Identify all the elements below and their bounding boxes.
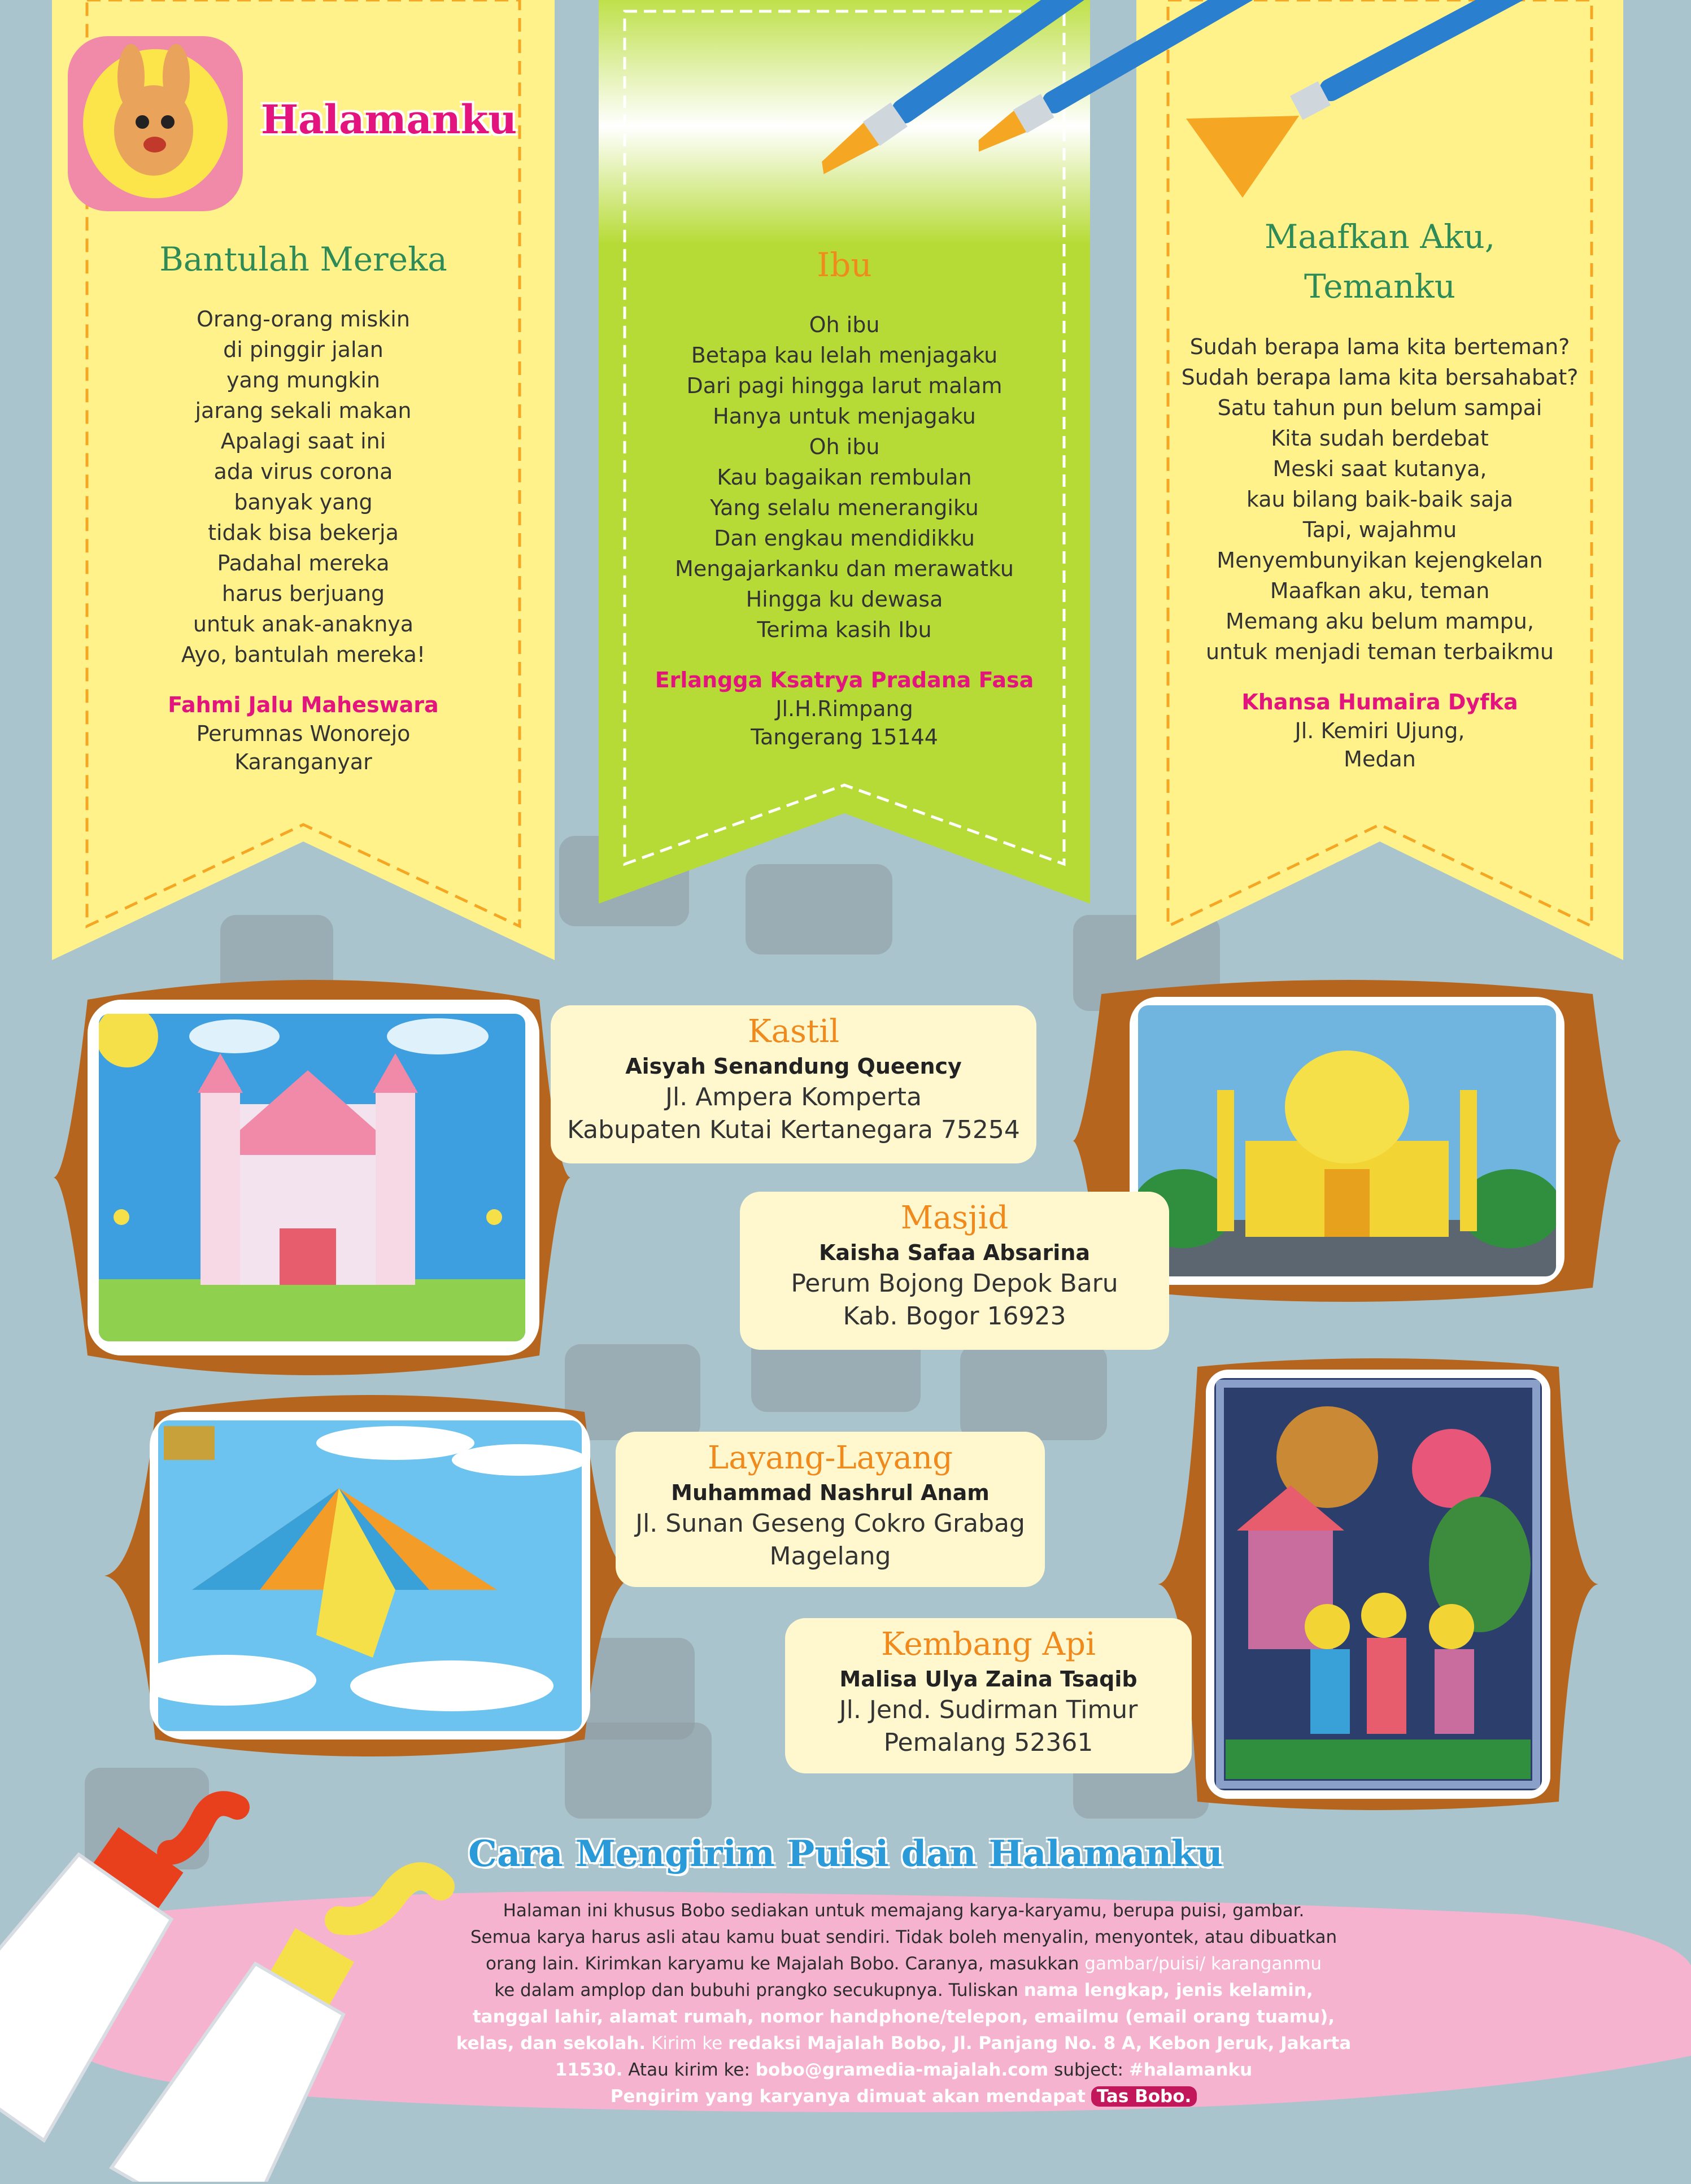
poem-line: di pinggir jalan [223, 337, 383, 363]
drawing-address-line: Pemalang 52361 [883, 1728, 1093, 1757]
info-line: orang lain. Kirimkan karyamu ke Majalah Bobo. Caranya, masukkan [486, 1954, 1079, 1974]
drawing-layang-layang [158, 1420, 582, 1731]
drawing-artist: Aisyah Senandung Queency [625, 1054, 962, 1079]
poem-line: kau bilang baik-baik saja [1246, 486, 1514, 512]
info-line: Kirim ke [651, 2033, 723, 2054]
poem-line: Menyembunyikan kejengkelan [1217, 547, 1543, 573]
poem-line: Oh ibu [809, 434, 880, 460]
drawing-artist: Muhammad Nashrul Anam [671, 1480, 990, 1505]
info-line: ke dalam amplop dan bubuhi prangko secukupnya. Tuliskan [494, 1980, 1018, 2000]
poem-line: Padahal mereka [217, 551, 390, 576]
drawing-address-line: Magelang [769, 1542, 891, 1571]
poem-line: ada virus corona [213, 459, 393, 485]
info-line: Pengirim yang karyanya dimuat akan mendapat [610, 2086, 1086, 2107]
poem-line: Orang-orang miskin [197, 307, 410, 332]
poem-author: Fahmi Jalu Maheswara [168, 692, 439, 718]
poem-body [599, 309, 1090, 645]
poem-line: Hingga ku dewasa [746, 587, 943, 612]
drawing-title: Kembang Api [881, 1626, 1096, 1663]
info-highlight: redaksi Majalah Bobo, Jl. Panjang No. 8 A, Kebon Jeruk, Jakarta [728, 2033, 1352, 2054]
poem-line: Terima kasih Ibu [757, 617, 932, 643]
poem-line: Satu tahun pun belum sampai [1217, 395, 1542, 420]
tas-bobo-badge: Tas Bobo. [1091, 2086, 1197, 2107]
poem-line: yang mungkin [226, 368, 380, 393]
poem-line: Apalagi saat ini [220, 429, 386, 454]
poem-line: Maafkan aku, teman [1270, 578, 1490, 603]
poem-body [1136, 332, 1623, 667]
drawing-address-line: Jl. Ampera Komperta [665, 1083, 922, 1111]
poem-title-line: Maafkan Aku, [1264, 217, 1496, 256]
info-line: Semua karya harus asli atau kamu buat sendiri. Tidak boleh menyalin, menyontek, atau dibuatkan [470, 1927, 1337, 1947]
drawing-frame-kembang-api [1158, 1355, 1598, 1813]
poem-body [52, 304, 555, 670]
drawing-kastil [99, 1014, 525, 1341]
drawing-artist: Malisa Ulya Zaina Tsaqib [839, 1667, 1137, 1692]
email-link[interactable]: bobo@gramedia-majalah.com [755, 2060, 1049, 2080]
info-highlight: gambar/puisi/ karanganmu [1084, 1954, 1322, 1974]
poem-line: jarang sekali makan [195, 398, 412, 424]
poem-author: Khansa Humaira Dyfka [1241, 689, 1518, 714]
poem-line: Memang aku belum mampu, [1226, 608, 1534, 634]
drawing-address-line: Kab. Bogor 16923 [843, 1302, 1066, 1331]
drawing-address-line: Perum Bojong Depok Baru [791, 1269, 1118, 1298]
drawing-title: Layang-Layang [708, 1440, 953, 1476]
poem-address-line: Jl.H.Rimpang [775, 696, 913, 722]
drawing-address-line: Jl. Sunan Geseng Cokro Grabag [635, 1509, 1025, 1538]
drawing-frame-layang-layang [104, 1378, 635, 1773]
info-highlight: 11530. [555, 2060, 623, 2080]
logo-text: Halamanku [261, 96, 517, 143]
info-highlight: tanggal lahir, alamat rumah, nomor handphone/telepon, emailmu (email orang tuamu), [472, 2007, 1335, 2027]
info-highlight: kelas, dan sekolah. [456, 2033, 646, 2054]
drawing-title: Kastil [747, 1013, 840, 1050]
poem-line: Meski saat kutanya, [1272, 456, 1487, 481]
poem-line: Dan engkau mendidikku [714, 526, 975, 551]
poem-address-line: Perumnas Wonorejo [196, 721, 411, 747]
drawing-artist: Kaisha Safaa Absarina [818, 1240, 1091, 1265]
poem-address-line: Medan [1344, 746, 1416, 771]
poem-line: banyak yang [234, 490, 373, 515]
poem-banner-1 [52, 0, 555, 971]
poem-line: Sudah berapa lama kita bersahabat? [1181, 364, 1579, 390]
info-text [395, 1898, 1412, 2110]
drawing-masjid [1138, 1005, 1556, 1276]
poem-line: Yang selalu menerangiku [710, 495, 979, 521]
caption-layang-layang [616, 1432, 1045, 1587]
poem-address-line: Karanganyar [234, 749, 372, 775]
poem-line: harus berjuang [221, 581, 385, 607]
poem-line: Mengajarkanku dan merawatku [675, 556, 1014, 582]
halamanku-logo [63, 32, 250, 218]
poem-line: untuk anak-anaknya [193, 612, 414, 637]
drawing-title: Masjid [900, 1200, 1009, 1236]
info-line: Atau kirim ke: [628, 2060, 750, 2080]
poem-line: Betapa kau lelah menjagaku [691, 343, 998, 368]
poem-author: Erlangga Ksatrya Pradana Fasa [655, 668, 1034, 693]
caption-kembang-api [785, 1618, 1192, 1773]
paintbrush-illustration [779, 0, 1638, 203]
drawing-kembang-api [1214, 1378, 1542, 1790]
poem-line: Oh ibu [809, 312, 880, 338]
info-highlight: nama lengkap, jenis kelamin, [1023, 1980, 1313, 2000]
poem-line: Kau bagaikan rembulan [717, 465, 972, 490]
info-line: subject: [1054, 2060, 1123, 2080]
poem-line: Hanya untuk menjagaku [713, 404, 976, 429]
caption-kastil [551, 1005, 1036, 1163]
drawing-frame-kastil [54, 960, 570, 1395]
poem-line: Tapi, wajahmu [1302, 517, 1457, 542]
poem-line: Ayo, bantulah mereka! [181, 642, 426, 668]
poem-line: tidak bisa bekerja [208, 520, 399, 546]
info-title: Cara Mengirim Puisi dan Halamanku [468, 1833, 1223, 1875]
poem-title-line: Temanku [1304, 267, 1455, 306]
poem-address-line: Jl. Kemiri Ujung, [1295, 718, 1465, 743]
poem-address-line: Tangerang 15144 [751, 725, 938, 750]
drawing-address-line: Jl. Jend. Sudirman Timur [839, 1695, 1138, 1724]
poem-title: Ibu [817, 246, 872, 284]
poem-title: Bantulah Mereka [159, 240, 447, 278]
info-line: Halaman ini khusus Bobo sediakan untuk memajang karya-karyamu, berupa puisi, gambar. [503, 1900, 1305, 1921]
info-highlight: #halamanku [1128, 2060, 1253, 2080]
drawing-address-line: Kabupaten Kutai Kertanegara 75254 [567, 1115, 1020, 1144]
poem-line: Dari pagi hingga larut malam [686, 373, 1003, 399]
poem-line: untuk menjadi teman terbaikmu [1205, 639, 1554, 664]
caption-masjid [740, 1192, 1169, 1350]
poem-line: Sudah berapa lama kita berteman? [1189, 334, 1570, 359]
poem-line: Kita sudah berdebat [1271, 425, 1489, 451]
